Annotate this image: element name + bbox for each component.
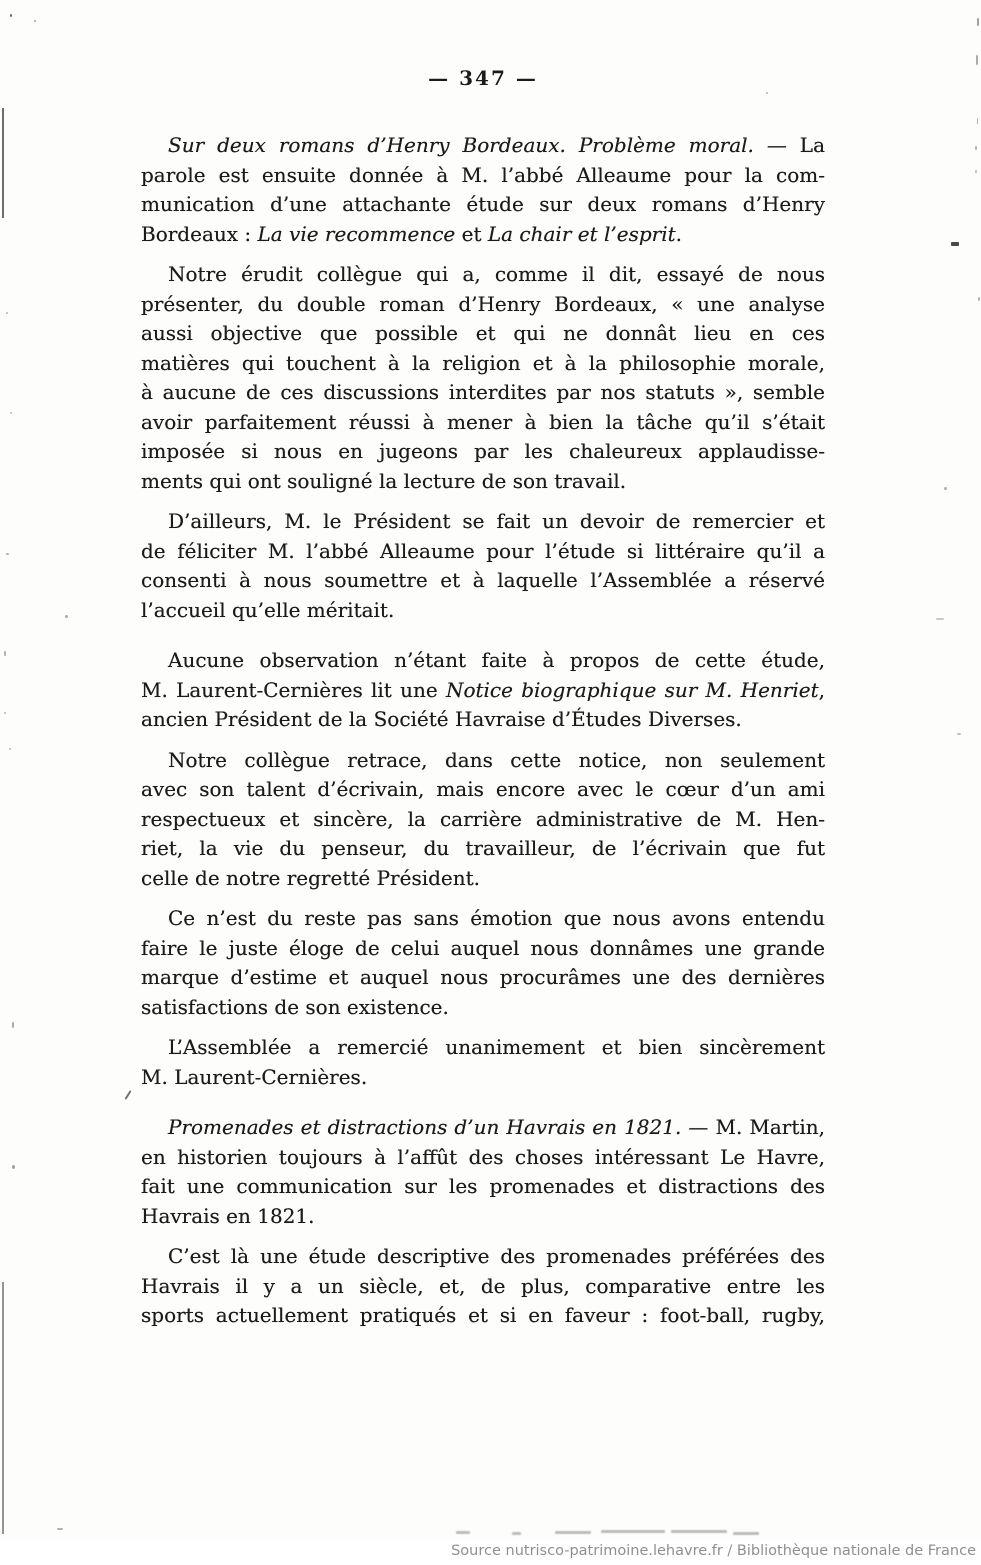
- text-line: [141, 934, 825, 964]
- text-run: C’est là une étude descriptive des promenades préférées des: [168, 1244, 825, 1268]
- paragraph: [141, 507, 825, 625]
- text-run: D’ailleurs, M. le Président se fait un devoir de remercier et: [168, 509, 825, 533]
- scan-speck: [4, 712, 6, 714]
- paragraph: [141, 746, 825, 894]
- text-line: [141, 993, 825, 1023]
- text-line: [141, 1202, 825, 1232]
- text-run: Notre érudit collègue qui a, comme il dit, essayé de nous: [168, 262, 825, 286]
- text-line: [141, 676, 825, 706]
- text-line: [141, 1143, 825, 1173]
- text-line: [141, 1113, 825, 1143]
- scan-speck: [57, 1528, 63, 1530]
- text-run: parole est ensuite donnée à M. l’abbé Alleaume pour la com-: [141, 162, 825, 187]
- scan-speck: [957, 733, 961, 735]
- text-line: [141, 963, 825, 993]
- scan-speck: [977, 118, 978, 124]
- text-line: [141, 437, 825, 467]
- text-line: [141, 775, 825, 805]
- paragraph: [141, 1113, 825, 1231]
- text-run: munication d’une attachante étude sur deux romans d’Henry: [141, 192, 825, 216]
- text-run: présenter, du double roman d’Henry Bordeaux, « une analyse: [141, 291, 825, 316]
- scan-speck: [978, 297, 980, 301]
- text-run: marque d’estime et auquel nous procurâmes une des dernières: [141, 965, 825, 989]
- text-run: consenti à nous soumettre et à laquelle l’Assemblée a réservé: [141, 568, 825, 592]
- text-run: Havrais en 1821.: [141, 1203, 315, 1228]
- italic-run: La chair et l’esprit: [487, 221, 676, 246]
- text-line: [141, 131, 825, 161]
- text-run: fait une communication sur les promenades et distractions des: [141, 1174, 825, 1198]
- text-run: ,: [818, 677, 825, 702]
- text-line: [141, 319, 825, 349]
- text-line: [141, 1272, 825, 1302]
- scan-speck: [975, 146, 977, 150]
- italic-run: Notice biographique sur M. Henriet: [445, 677, 819, 702]
- text-line: [141, 834, 825, 864]
- text-line: [141, 507, 825, 537]
- text-line: [141, 1301, 825, 1331]
- text-block: [141, 131, 825, 1342]
- text-run: Bordeaux :: [141, 221, 258, 246]
- scan-speck: [936, 618, 944, 620]
- text-run: riet, la vie du penseur, du travailleur, de l’écrivain que fut: [141, 836, 825, 860]
- text-line: [141, 190, 825, 220]
- scan-speck: [65, 615, 68, 618]
- text-line: [141, 596, 825, 626]
- text-run: Aucune observation n’étant faite à propos de cette étude,: [168, 648, 825, 672]
- scan-speck: [12, 1022, 14, 1028]
- text-run: .: [675, 221, 682, 246]
- scan-speck: [12, 1165, 15, 1169]
- footer-bar: [0, 1539, 981, 1565]
- text-line: [141, 705, 825, 735]
- text-run: Notre collègue retrace, dans cette notice, non seulement: [168, 747, 825, 772]
- text-run: Havrais il y a un siècle, et, de plus, comparative entre les: [141, 1273, 825, 1298]
- scan-speck: [10, 14, 12, 17]
- scan-speck: [951, 242, 959, 246]
- paragraph: [141, 646, 825, 735]
- cutoff-text-fragment: [601, 1530, 665, 1533]
- text-line: [141, 1172, 825, 1202]
- page-number: — 347 —: [428, 66, 538, 90]
- scan-speck: [976, 55, 978, 65]
- text-run: en historien toujours à l’affût des choses intéressant Le Havre,: [141, 1144, 825, 1169]
- paragraph: [141, 1033, 825, 1092]
- text-line: [141, 1033, 825, 1063]
- scan-edge-line-top-left: [2, 108, 4, 218]
- text-line: [141, 378, 825, 408]
- scan-speck: [4, 651, 6, 656]
- text-run: et: [455, 221, 488, 246]
- text-line: [141, 161, 825, 191]
- paragraph: [141, 131, 825, 249]
- text-run: ments qui ont souligné la lecture de son travail.: [141, 468, 627, 493]
- text-run: M. Laurent-Cernières lit une: [141, 677, 446, 702]
- text-run: faire le juste éloge de celui auquel nous donnâmes une grande: [141, 935, 825, 960]
- cutoff-text-fragment: [555, 1531, 591, 1534]
- text-line: [141, 290, 825, 320]
- text-line: [141, 408, 825, 438]
- italic-run: Promenades et distractions d’un Havrais en 1821.: [168, 1115, 682, 1139]
- scan-speck: [977, 18, 979, 26]
- scan-speck: [6, 312, 8, 314]
- text-run: — La: [753, 133, 826, 157]
- scan-speck: [766, 92, 768, 94]
- cutoff-text-fragment: [512, 1532, 521, 1535]
- text-line: [141, 746, 825, 776]
- cutoff-text-fragment: [671, 1530, 727, 1533]
- text-run: Ce n’est du reste pas sans émotion que nous avons entendu: [168, 906, 825, 930]
- text-run: imposée si nous en jugeons par les chaleureux applaudisse-: [141, 439, 825, 463]
- text-line: [141, 1063, 825, 1093]
- text-run: — M. Martin,: [681, 1115, 826, 1139]
- text-run: de féliciter M. l’abbé Alleaume pour l’étude si littéraire qu’il a: [141, 538, 825, 563]
- scan-speck: [125, 1090, 132, 1100]
- text-run: M. Laurent-Cernières.: [141, 1064, 368, 1089]
- scan-edge-line-bottom-left: [2, 1282, 4, 1534]
- scan-speck: [6, 553, 9, 555]
- italic-run: La vie recommence: [257, 221, 456, 246]
- text-run: à aucune de ces discussions interdites par nos statuts », semble: [141, 380, 825, 404]
- footer-source-text: Source nutrisco-patrimoine.lehavre.fr / Bibliothèque nationale de France: [451, 1543, 976, 1559]
- text-line: [141, 904, 825, 934]
- paragraph: [141, 260, 825, 496]
- scan-speck: [975, 170, 977, 173]
- paragraph: [141, 1242, 825, 1331]
- cutoff-text-fragment: [733, 1532, 759, 1535]
- text-line: [141, 864, 825, 894]
- cutoff-text-fragment: [456, 1531, 470, 1534]
- italic-run: Sur deux romans d’Henry Bordeaux. Problème moral.: [168, 133, 754, 157]
- text-line: [141, 537, 825, 567]
- text-run: L’Assemblée a remercié unanimement et bien sincèrement: [168, 1035, 825, 1059]
- text-line: [141, 260, 825, 290]
- text-line: [141, 467, 825, 497]
- text-line: [141, 646, 825, 676]
- text-run: satisfactions de son existence.: [141, 994, 449, 1019]
- text-run: sports actuellement pratiqués et si en faveur : foot-ball, rugby,: [141, 1303, 825, 1327]
- text-line: [141, 1242, 825, 1272]
- text-run: l’accueil qu’elle méritait.: [141, 597, 395, 622]
- scan-speck: [944, 487, 947, 490]
- text-run: respectueux et sincère, la carrière administrative de M. Hen-: [141, 806, 825, 831]
- scan-speck: [9, 748, 11, 750]
- text-line: [141, 566, 825, 596]
- text-run: celle de notre regretté Président.: [141, 865, 481, 890]
- text-run: avoir parfaitement réussi à mener à bien la tâche qu’il s’était: [141, 409, 825, 434]
- text-line: [141, 220, 825, 250]
- text-run: avec son talent d’écrivain, mais encore avec le cœur d’un ami: [141, 777, 825, 801]
- text-run: ancien Président de la Société Havraise d’Études Diverses.: [141, 707, 742, 731]
- text-run: matières qui touchent à la religion et à la philosophie morale,: [141, 350, 825, 375]
- text-line: [141, 349, 825, 379]
- scan-speck: [34, 20, 36, 22]
- text-run: aussi objective que possible et qui ne donnât lieu en ces: [141, 321, 825, 345]
- text-line: [141, 805, 825, 835]
- paragraph: [141, 904, 825, 1022]
- scan-speck: [10, 412, 12, 414]
